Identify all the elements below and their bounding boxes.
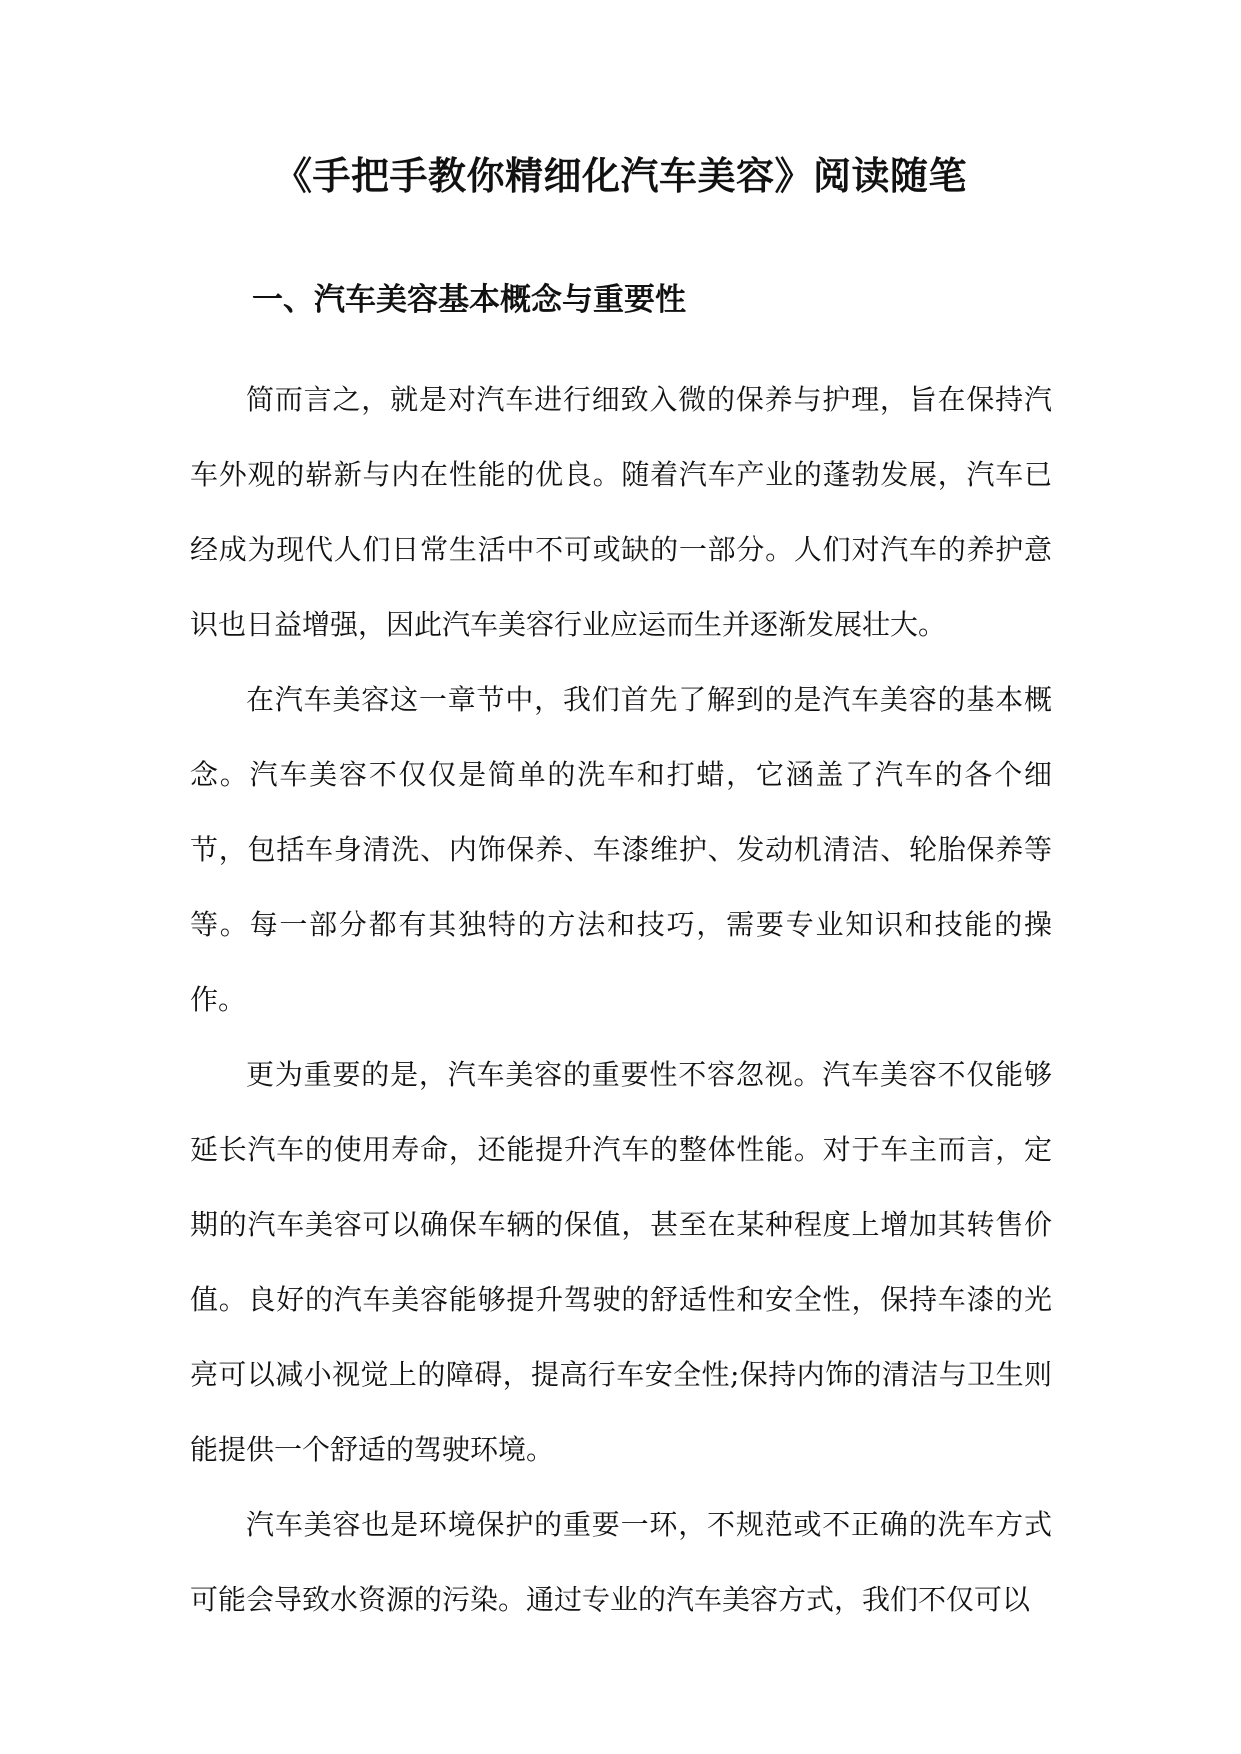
section-heading: 一、汽车美容基本概念与重要性 bbox=[252, 282, 686, 318]
document-title: 《手把手教你精细化汽车美容》阅读随笔 bbox=[273, 153, 967, 198]
document-body bbox=[190, 362, 1052, 1637]
paragraph: 在汽车美容这一章节中，我们首先了解到的是汽车美容的基本概念。汽车美容不仅仅是简单的洗车和打蜡，它涵盖了汽车的各个细节，包括车身清洗、内饰保养、车漆维护、发动机清洁、轮胎保养等等。每一部分都有其独特的方法和技巧，需要专业知识和技能的操作。 bbox=[190, 683, 1052, 1016]
paragraph: 汽车美容也是环境保护的重要一环，不规范或不正确的洗车方式可能会导致水资源的污染。通过专业的汽车美容方式，我们不仅可以 bbox=[190, 1508, 1052, 1616]
paragraph: 简而言之，就是对汽车进行细致入微的保养与护理，旨在保持汽车外观的崭新与内在性能的优良。随着汽车产业的蓬勃发展，汽车已经成为现代人们日常生活中不可或缺的一部分。人们对汽车的养护意识也日益增强，因此汽车美容行业应运而生并逐渐发展壮大。 bbox=[190, 383, 1052, 641]
paragraph: 更为重要的是，汽车美容的重要性不容忽视。汽车美容不仅能够延长汽车的使用寿命，还能提升汽车的整体性能。对于车主而言，定期的汽车美容可以确保车辆的保值，甚至在某种程度上增加其转售价值。良好的汽车美容能够提升驾驶的舒适性和安全性，保持车漆的光亮可以减小视觉上的障碍，提高行车安全性;保持内饰的清洁与卫生则能提供一个舒适的驾驶环境。 bbox=[190, 1058, 1052, 1466]
